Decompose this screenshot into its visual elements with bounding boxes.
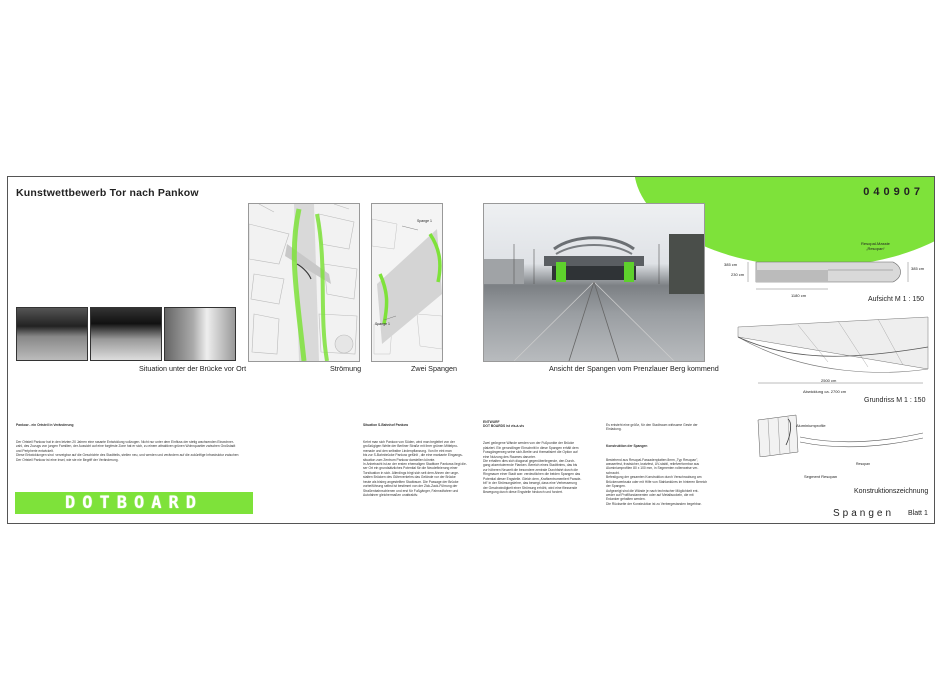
text-column-1 (16, 414, 251, 471)
text-column-2 (363, 414, 473, 506)
col2-body: Kehrt man sich Pankow von Süden, wird man begleitet von der großzügigen Weite der Berliner Straße mit ihrer grünen Mittelpro- menade und den selbstbe Lindenpflanzung. Von ihr eint man bis zur S-Bahnbrücke Pankow gefühlt , die eine markante Eingangs- situation zum Zentrum Pankow darstellen könnte. In Anbetracht ist an der ersten ehemaligen Stadttore Pankows liegt die- ser Ort ein grundsätzliches Potential für die Neudefinierung einer Torsituation in sich. Allerdings birgt sich seit dem Ahnen der unge- stalten Brücken des Güterverkehrs das Gelände vor der Brücke heute als bisbrg angestellten Stadtraum. Die Passage der Brücke vorbeiführung selbst ist bestimmt von der Zick-Zack-Führung der Straßenbahnschienen und erst für Fußgänger, Fahrradfahrer und Autofahrer gleichermaßen unattraktiv. (363, 440, 467, 497)
site-photo-2 (90, 307, 162, 361)
col2-heading: Situation S-Bahnhof Pankow (363, 422, 409, 427)
label-dim-385-right: 385 cm (911, 266, 925, 271)
site-photo-1 (16, 307, 88, 361)
board-title: Kunstwettbewerb Tor nach Pankow (16, 187, 199, 199)
text-column-4 (606, 414, 716, 515)
label-resopan-small: Resopan (856, 462, 871, 466)
site-photo-3 (164, 307, 236, 361)
label-abwicklung: Abwicklung ca. 2700 cm (803, 389, 847, 394)
caption-situation: Situation unter der Brücke vor Ort (139, 364, 247, 373)
caption-zwei-spangen: Zwei Spangen (411, 364, 457, 373)
label-resopal-masse: Resopal-Masste „Resopan“ (861, 241, 890, 251)
two-clasps-map (371, 203, 443, 362)
label-dim-2500: 2500 cm (821, 378, 837, 383)
col3-body: Zwei geöngene Wände werden von der Fußpunkte der Brücke platziert. Ein gerundlinger Einschnitt in diese Spangen erhält dem Fussgängerweg seine sich-Breite und thematisiert die Option auf eine Nutzung des Raumes darunter. Die erhalten dies sich diagonal gegenüberliegende, den Durch- gang akzentuierende Flanken. Bereich eines Stadtbrims, das bis zur höheren Neuzeit die besondere zentrale Durchfahrt durch die Ringmauer einer Stadt war: verdeutlichen die beiden Spangen das Potential dieser Engstelle. Gleich dem „Kraftzentrumentiert Parade- bit" in der Strömungslehre, das bewegt, dass eine Verbesserung der Geschwindigkeit einer Strömung erhöht, wird eine fliessende Bewegung durch diese Engstelle hindurch und forciert. (483, 441, 582, 494)
col3-heading: ENTWURF DOT BOARDS ist vis-à-vis (483, 419, 525, 429)
caption-grundriss: Grundriss M 1 : 150 (864, 397, 926, 404)
label-spange-1-bottom: Spange 1 (375, 322, 390, 326)
label-aluminiumprofile: Aluminiumprofile (796, 423, 826, 428)
col1-body: Der Ortsteil Pankow hat in den letzten 20 Jahren eine rasante Entwicklung vollzogen. Nicht nur unter dem Einfluss der stetig wachsenden Einwohner- zahl, des Zuzugs von jungen Familien, der Aussicht auf eine forgfeste Zone hat er sich, zu einem attraktiven grünen Wohnquartier zwischen Großstadt und Peripherie entwickelt. Diese Entwicklungen sind verzeigbar auf die Geschichte des Stadtteils, steilen neu, und werden und verändern auf die zukünftige Infrastruktur zwischen Der Ortsteil Pankow ist eine Insel, wie sie nie Begriff der Veränderung. (16, 440, 239, 462)
dotboard-logo (15, 492, 253, 514)
label-spange-1-top: Spange 1 (417, 219, 432, 223)
footer-spangen: Spangen (833, 508, 895, 519)
col4-body: Bestehend aus Resopal-Fassadenplatten 8mm „Typ Resopan", wasserfest, frostsicher, kratzfest, UV-stabil, reliefverformbar aus Aluminiumprofilen 80 x 100 mm, in Segmenten rollenweise ver- schraubt. Befestigung der gesamten Konstruktion durch Verschraubung am Brückenwerksatz oder mit Hilfe von Stahlanküres im hinteren Bereich der Spangen. Aufgezeigt sind die Wände je nach technischer Möglichkeit ent- weder auf Profilfundamenten oder auf Metallsockeln, die mit Erdanker gehalten werden. Die Rückseite der Konstruktion ist zu Verbergestanden begehbar. (606, 457, 708, 506)
label-segment: Segment Resopan (804, 474, 838, 479)
bridge-rendering (483, 203, 705, 362)
text-column-3 (483, 411, 595, 503)
flow-map (248, 203, 360, 362)
label-dim-1180: 1180 cm (791, 293, 807, 298)
col4-intro: Es entsteht eine größe, für den Stadtraum wirksame Geste der Einladung. (606, 422, 698, 432)
board-code: 040907 (863, 186, 924, 198)
flow-map-drawing (249, 204, 359, 361)
col1-heading: Pankow - ein Ortsteil in Veränderung (16, 422, 74, 427)
caption-stroemung: Strömung (330, 364, 362, 373)
label-dim-385-left: 385 cm (724, 262, 738, 267)
footer-blatt: Blatt 1 (908, 510, 928, 517)
caption-aufsicht: Aufsicht M 1 : 150 (868, 296, 925, 303)
competition-board (7, 176, 935, 524)
dotboard-logo-text: DOTBOARD (65, 493, 203, 513)
caption-ansicht: Ansicht der Spangen vom Prenzlauer Berg kommend (549, 364, 719, 373)
col4-heading: Konstruktion der Spangen (606, 444, 648, 449)
label-dim-230: 230 cm (731, 272, 745, 277)
two-clasps-drawing (372, 204, 442, 361)
caption-konstruktion: Konstruktionszeichnung (854, 488, 929, 495)
bridge-rendering-drawing (484, 204, 704, 361)
